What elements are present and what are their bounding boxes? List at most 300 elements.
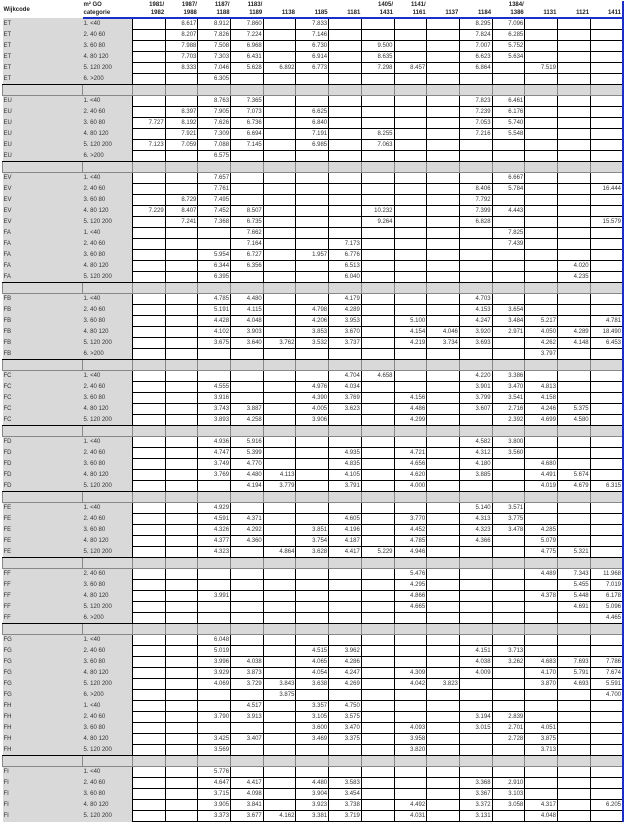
value-cell: 4.292 — [231, 525, 264, 536]
value-cell — [557, 690, 590, 701]
value-cell — [557, 745, 590, 756]
value-cell: 2.716 — [492, 404, 525, 415]
column-header-top: 1183/ — [247, 2, 263, 8]
value-cell — [590, 96, 623, 107]
separator-cell — [459, 426, 492, 437]
separator-cell — [459, 360, 492, 371]
value-cell — [427, 239, 460, 250]
value-cell — [263, 217, 296, 228]
value-cell: 5.591 — [590, 679, 623, 690]
column-header-bottom: 1982 — [133, 9, 166, 18]
value-cell — [590, 536, 623, 547]
value-cell — [557, 734, 590, 745]
value-cell — [427, 30, 460, 41]
value-cell — [263, 778, 296, 789]
value-cell: 4.936 — [198, 437, 231, 448]
value-cell — [361, 261, 394, 272]
category-cell: 3. 60 80 — [83, 316, 133, 327]
value-cell — [329, 635, 362, 646]
value-cell — [394, 261, 427, 272]
table-row — [3, 503, 624, 514]
value-cell: 7.303 — [198, 52, 231, 63]
table-row — [3, 470, 624, 481]
separator-cell — [165, 558, 198, 569]
value-cell: 7.452 — [198, 206, 231, 217]
value-cell: 4.286 — [329, 657, 362, 668]
wijkcode-cell: FB — [3, 349, 83, 360]
wijkcode-cell: FG — [3, 668, 83, 679]
value-cell: 7.824 — [459, 30, 492, 41]
value-cell — [525, 239, 558, 250]
value-cell — [492, 668, 525, 679]
price-table — [2, 1, 624, 822]
value-cell — [525, 173, 558, 184]
table-row — [3, 613, 624, 624]
value-cell: 3.058 — [492, 800, 525, 811]
value-cell — [329, 151, 362, 162]
value-cell: 4.747 — [198, 448, 231, 459]
value-cell — [427, 129, 460, 140]
value-cell — [427, 580, 460, 591]
value-cell — [492, 272, 525, 283]
value-cell: 3.779 — [263, 481, 296, 492]
value-cell — [361, 745, 394, 756]
value-cell: 15.579 — [590, 217, 623, 228]
value-cell — [296, 514, 329, 525]
separator-cell — [525, 162, 558, 173]
value-cell: 4.785 — [394, 536, 427, 547]
value-cell — [296, 503, 329, 514]
wijkcode-cell: ET — [3, 63, 83, 74]
value-cell — [329, 503, 362, 514]
value-cell — [590, 63, 623, 74]
value-cell: 4.098 — [231, 789, 264, 800]
separator-cell — [83, 360, 133, 371]
value-cell — [165, 448, 198, 459]
value-cell — [361, 580, 394, 591]
value-cell — [361, 481, 394, 492]
column-header-top: 1187/ — [214, 2, 230, 8]
value-cell — [427, 63, 460, 74]
value-cell — [427, 811, 460, 822]
value-cell — [133, 712, 166, 723]
value-cell — [557, 30, 590, 41]
value-cell: 4.775 — [525, 547, 558, 558]
value-cell — [198, 723, 231, 734]
value-cell: 7.703 — [165, 52, 198, 63]
category-header-bottom: categorie — [83, 9, 133, 18]
value-cell — [165, 767, 198, 778]
value-cell — [492, 338, 525, 349]
value-cell — [231, 195, 264, 206]
value-cell — [557, 811, 590, 822]
value-cell — [361, 503, 394, 514]
value-cell: 3.790 — [198, 712, 231, 723]
value-cell — [361, 536, 394, 547]
category-cell: 1. <40 — [83, 294, 133, 305]
value-cell — [329, 96, 362, 107]
value-cell — [263, 41, 296, 52]
wijkcode-cell: FI — [3, 778, 83, 789]
value-cell — [361, 679, 394, 690]
value-cell — [263, 140, 296, 151]
value-cell — [263, 646, 296, 657]
value-cell — [329, 18, 362, 30]
value-cell — [296, 580, 329, 591]
separator-cell — [394, 426, 427, 437]
value-cell: 6.985 — [296, 140, 329, 151]
value-cell — [394, 712, 427, 723]
separator-cell — [263, 624, 296, 635]
value-cell: 3.386 — [492, 371, 525, 382]
value-cell — [590, 789, 623, 800]
value-cell — [263, 206, 296, 217]
wijkcode-cell: ET — [3, 52, 83, 63]
value-cell — [427, 657, 460, 668]
separator-cell — [198, 283, 231, 294]
table-row — [3, 745, 624, 756]
value-cell: 3.638 — [296, 679, 329, 690]
value-cell: 3.470 — [329, 723, 362, 734]
category-cell: 4. 80 120 — [83, 470, 133, 481]
table-row — [3, 800, 624, 811]
column-header-bottom: 1138 — [263, 9, 296, 18]
value-cell: 3.670 — [329, 327, 362, 338]
category-cell: 3. 60 80 — [83, 525, 133, 536]
value-cell: 3.407 — [231, 734, 264, 745]
value-cell — [231, 503, 264, 514]
value-cell — [361, 448, 394, 459]
category-cell: 2. 40 60 — [83, 712, 133, 723]
separator-cell — [590, 85, 623, 96]
value-cell: 8.333 — [165, 63, 198, 74]
value-cell: 6.623 — [459, 52, 492, 63]
value-cell — [394, 18, 427, 30]
wijkcode-cell: FC — [3, 382, 83, 393]
column-header-bottom: 1184 — [459, 9, 492, 18]
value-cell — [133, 272, 166, 283]
value-cell — [361, 778, 394, 789]
value-cell — [492, 151, 525, 162]
value-cell — [231, 767, 264, 778]
value-cell — [394, 129, 427, 140]
value-cell — [492, 635, 525, 646]
value-cell — [590, 294, 623, 305]
category-cell: 4. 80 120 — [83, 327, 133, 338]
value-cell — [394, 789, 427, 800]
separator-cell — [263, 85, 296, 96]
value-cell — [590, 734, 623, 745]
value-cell — [394, 272, 427, 283]
value-cell — [525, 30, 558, 41]
separator-cell — [394, 756, 427, 767]
value-cell — [525, 371, 558, 382]
value-cell: 3.375 — [329, 734, 362, 745]
value-cell: 6.315 — [590, 481, 623, 492]
value-cell: 7.063 — [361, 140, 394, 151]
value-cell — [296, 459, 329, 470]
value-cell: 3.715 — [198, 789, 231, 800]
category-cell: 2. 40 60 — [83, 239, 133, 250]
value-cell — [296, 206, 329, 217]
value-cell: 3.262 — [492, 657, 525, 668]
value-cell: 7.860 — [231, 18, 264, 30]
wijkcode-cell: FF — [3, 591, 83, 602]
value-cell — [133, 63, 166, 74]
value-cell — [263, 415, 296, 426]
value-cell — [133, 789, 166, 800]
separator-cell — [296, 756, 329, 767]
value-cell — [427, 404, 460, 415]
value-cell — [394, 140, 427, 151]
value-cell — [133, 74, 166, 85]
value-cell: 8.457 — [394, 63, 427, 74]
category-cell: 4. 80 120 — [83, 404, 133, 415]
value-cell — [459, 272, 492, 283]
value-cell: 6.205 — [590, 800, 623, 811]
value-cell — [133, 52, 166, 63]
table-row — [3, 74, 624, 85]
value-cell: 2.392 — [492, 415, 525, 426]
value-cell — [329, 184, 362, 195]
value-cell — [394, 503, 427, 514]
separator-cell — [427, 624, 460, 635]
value-cell: 7.229 — [133, 206, 166, 217]
separator-cell — [361, 162, 394, 173]
value-cell — [361, 459, 394, 470]
column-header-top — [427, 1, 460, 9]
separator-cell — [590, 426, 623, 437]
table-body — [3, 18, 624, 822]
table-row — [3, 349, 624, 360]
value-cell — [361, 723, 394, 734]
separator-cell — [296, 624, 329, 635]
wijkcode-cell: FH — [3, 723, 83, 734]
value-cell: 3.734 — [427, 338, 460, 349]
value-cell — [492, 140, 525, 151]
value-cell: 4.360 — [231, 536, 264, 547]
value-cell: 4.235 — [557, 272, 590, 283]
value-cell: 3.713 — [492, 646, 525, 657]
value-cell — [557, 74, 590, 85]
value-cell: 4.781 — [590, 316, 623, 327]
value-cell: 3.628 — [296, 547, 329, 558]
value-cell — [231, 635, 264, 646]
value-cell — [427, 767, 460, 778]
value-cell — [557, 712, 590, 723]
value-cell — [329, 591, 362, 602]
value-cell — [427, 228, 460, 239]
value-cell — [492, 195, 525, 206]
separator-cell — [165, 756, 198, 767]
value-cell: 4.051 — [525, 723, 558, 734]
wijkcode-cell: FG — [3, 679, 83, 690]
value-cell: 5.448 — [557, 591, 590, 602]
value-cell — [459, 140, 492, 151]
separator-cell — [329, 492, 362, 503]
category-cell: 5. 120 200 — [83, 217, 133, 228]
value-cell — [427, 646, 460, 657]
value-cell: 5.954 — [198, 250, 231, 261]
value-cell: 7.007 — [459, 41, 492, 52]
category-cell: 2. 40 60 — [83, 569, 133, 580]
separator-cell — [427, 360, 460, 371]
value-cell: 4.377 — [198, 536, 231, 547]
value-cell — [263, 52, 296, 63]
value-cell — [263, 514, 296, 525]
value-cell: 4.605 — [329, 514, 362, 525]
value-cell — [231, 580, 264, 591]
value-cell — [263, 118, 296, 129]
value-cell — [329, 52, 362, 63]
value-cell: 7.825 — [492, 228, 525, 239]
value-cell — [590, 74, 623, 85]
value-cell — [557, 140, 590, 151]
table-row — [3, 129, 624, 140]
wijkcode-cell: FC — [3, 393, 83, 404]
table-row — [3, 811, 624, 822]
separator-cell — [198, 426, 231, 437]
value-cell — [296, 569, 329, 580]
value-cell — [296, 470, 329, 481]
column-header-top: 1987/ — [181, 2, 197, 8]
wijkcode-cell: FB — [3, 305, 83, 316]
value-cell — [427, 525, 460, 536]
separator-cell — [3, 492, 83, 503]
value-cell — [198, 371, 231, 382]
value-cell — [394, 107, 427, 118]
value-cell — [133, 811, 166, 822]
value-cell: 3.901 — [459, 382, 492, 393]
value-cell — [329, 602, 362, 613]
value-cell — [361, 30, 394, 41]
table-row — [3, 393, 624, 404]
category-cell: 4. 80 120 — [83, 261, 133, 272]
separator-cell — [296, 85, 329, 96]
value-cell — [557, 536, 590, 547]
value-cell — [590, 52, 623, 63]
value-cell — [263, 767, 296, 778]
value-cell: 3.583 — [329, 778, 362, 789]
value-cell — [590, 723, 623, 734]
table-row — [3, 305, 624, 316]
value-cell — [165, 569, 198, 580]
value-cell: 6.513 — [329, 261, 362, 272]
value-cell — [263, 371, 296, 382]
value-cell: 3.843 — [263, 679, 296, 690]
value-cell — [427, 734, 460, 745]
separator-cell — [394, 624, 427, 635]
value-cell — [590, 261, 623, 272]
table-row — [3, 217, 624, 228]
value-cell — [525, 118, 558, 129]
separator-cell — [427, 558, 460, 569]
group-separator — [3, 426, 624, 437]
value-cell — [557, 18, 590, 30]
category-cell: 4. 80 120 — [83, 668, 133, 679]
value-cell — [133, 415, 166, 426]
wijkcode-cell: FE — [3, 514, 83, 525]
value-cell — [263, 173, 296, 184]
value-cell: 7.191 — [296, 129, 329, 140]
value-cell — [329, 107, 362, 118]
separator-cell — [3, 624, 83, 635]
separator-cell — [329, 360, 362, 371]
value-cell — [525, 712, 558, 723]
value-cell — [492, 481, 525, 492]
value-cell — [525, 107, 558, 118]
value-cell: 6.048 — [198, 635, 231, 646]
value-cell: 4.065 — [296, 657, 329, 668]
value-cell: 3.738 — [329, 800, 362, 811]
separator-cell — [296, 558, 329, 569]
value-cell: 4.770 — [231, 459, 264, 470]
value-cell — [263, 250, 296, 261]
value-cell — [590, 305, 623, 316]
value-cell — [133, 184, 166, 195]
column-header-bottom: 1161 — [394, 9, 427, 18]
value-cell — [263, 195, 296, 206]
separator-cell — [296, 426, 329, 437]
value-cell: 3.729 — [231, 679, 264, 690]
separator-cell — [557, 283, 590, 294]
value-cell — [133, 646, 166, 657]
value-cell: 3.103 — [492, 789, 525, 800]
value-cell: 4.247 — [329, 668, 362, 679]
value-cell — [133, 250, 166, 261]
category-cell: 3. 60 80 — [83, 459, 133, 470]
value-cell: 4.691 — [557, 602, 590, 613]
value-cell — [557, 228, 590, 239]
separator-cell — [3, 283, 83, 294]
wijkcode-cell: FD — [3, 470, 83, 481]
value-cell: 4.269 — [329, 679, 362, 690]
table-row — [3, 657, 624, 668]
value-cell: 10.232 — [361, 206, 394, 217]
value-cell — [296, 184, 329, 195]
value-cell: 8.617 — [165, 18, 198, 30]
category-cell: 2. 40 60 — [83, 184, 133, 195]
value-cell — [165, 602, 198, 613]
column-header-bottom: 1131 — [525, 9, 558, 18]
separator-cell — [198, 162, 231, 173]
value-cell — [263, 305, 296, 316]
separator-cell — [492, 756, 525, 767]
value-cell: 7.439 — [492, 239, 525, 250]
value-cell — [427, 547, 460, 558]
separator-cell — [590, 360, 623, 371]
value-cell — [133, 41, 166, 52]
value-cell — [361, 712, 394, 723]
value-cell: 2.910 — [492, 778, 525, 789]
wijkcode-cell: FG — [3, 646, 83, 657]
value-cell: 4.647 — [198, 778, 231, 789]
value-cell: 3.484 — [492, 316, 525, 327]
value-cell — [394, 239, 427, 250]
value-cell: 4.750 — [329, 701, 362, 712]
group-separator — [3, 624, 624, 635]
table-row — [3, 250, 624, 261]
value-cell — [329, 41, 362, 52]
value-cell — [525, 767, 558, 778]
value-cell — [427, 503, 460, 514]
value-cell: 4.042 — [394, 679, 427, 690]
value-cell: 4.515 — [296, 646, 329, 657]
value-cell — [459, 602, 492, 613]
value-cell — [263, 393, 296, 404]
value-cell: 4.929 — [198, 503, 231, 514]
value-cell: 4.371 — [231, 514, 264, 525]
